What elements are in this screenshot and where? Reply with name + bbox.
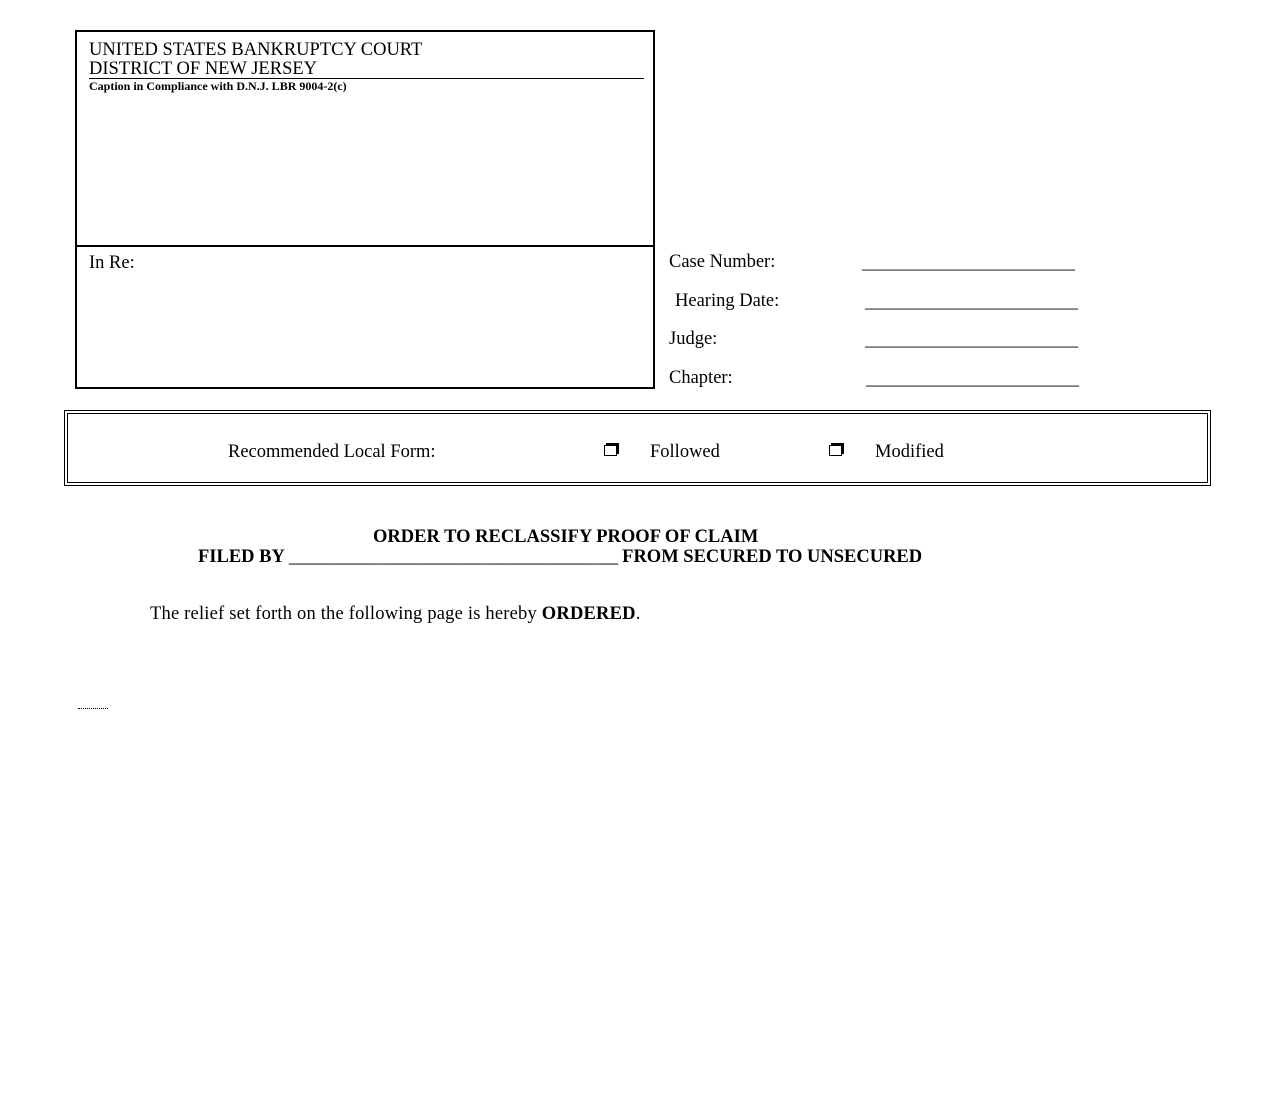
reclassify-text: FROM SECURED TO UNSECURED [622, 547, 923, 567]
followed-label: Followed [650, 442, 720, 462]
court-name: UNITED STATES BANKRUPTCY COURT [89, 40, 423, 60]
caption-box [75, 30, 655, 389]
chapter-label: Chapter: [669, 368, 733, 388]
in-re-label: In Re: [89, 253, 135, 273]
modified-label: Modified [875, 442, 944, 462]
footnote-separator [78, 708, 108, 709]
compliance-note: Caption in Compliance with D.N.J. LBR 9004-2(c) [89, 79, 347, 93]
relief-statement [150, 604, 641, 624]
relief-period: . [635, 604, 641, 624]
local-form-box [64, 410, 1211, 486]
filed-by-field[interactable]: ______________________________________ [288, 547, 618, 567]
filed-by-label: FILED BY [198, 547, 285, 567]
order-title: ORDER TO RECLASSIFY PROOF OF CLAIM [373, 527, 759, 547]
followed-checkbox[interactable] [604, 445, 617, 456]
case-number-field[interactable]: _________________________ [862, 252, 1075, 272]
judge-label: Judge: [669, 329, 718, 349]
case-number-label: Case Number: [669, 252, 776, 272]
modified-checkbox[interactable] [829, 445, 842, 456]
ordered-emphasis: ORDERED [541, 604, 636, 624]
court-district: DISTRICT OF NEW JERSEY [89, 59, 318, 79]
relief-text: The relief set forth on the following page is hereby [150, 604, 537, 624]
hearing-date-label: Hearing Date: [675, 291, 780, 311]
local-form-label: Recommended Local Form: [228, 442, 436, 462]
court-header-section [77, 32, 653, 247]
hearing-date-field[interactable]: _________________________ [865, 291, 1078, 311]
order-subtitle [198, 547, 922, 567]
chapter-field[interactable]: _________________________ [866, 368, 1079, 388]
judge-field[interactable]: _________________________ [865, 329, 1078, 349]
